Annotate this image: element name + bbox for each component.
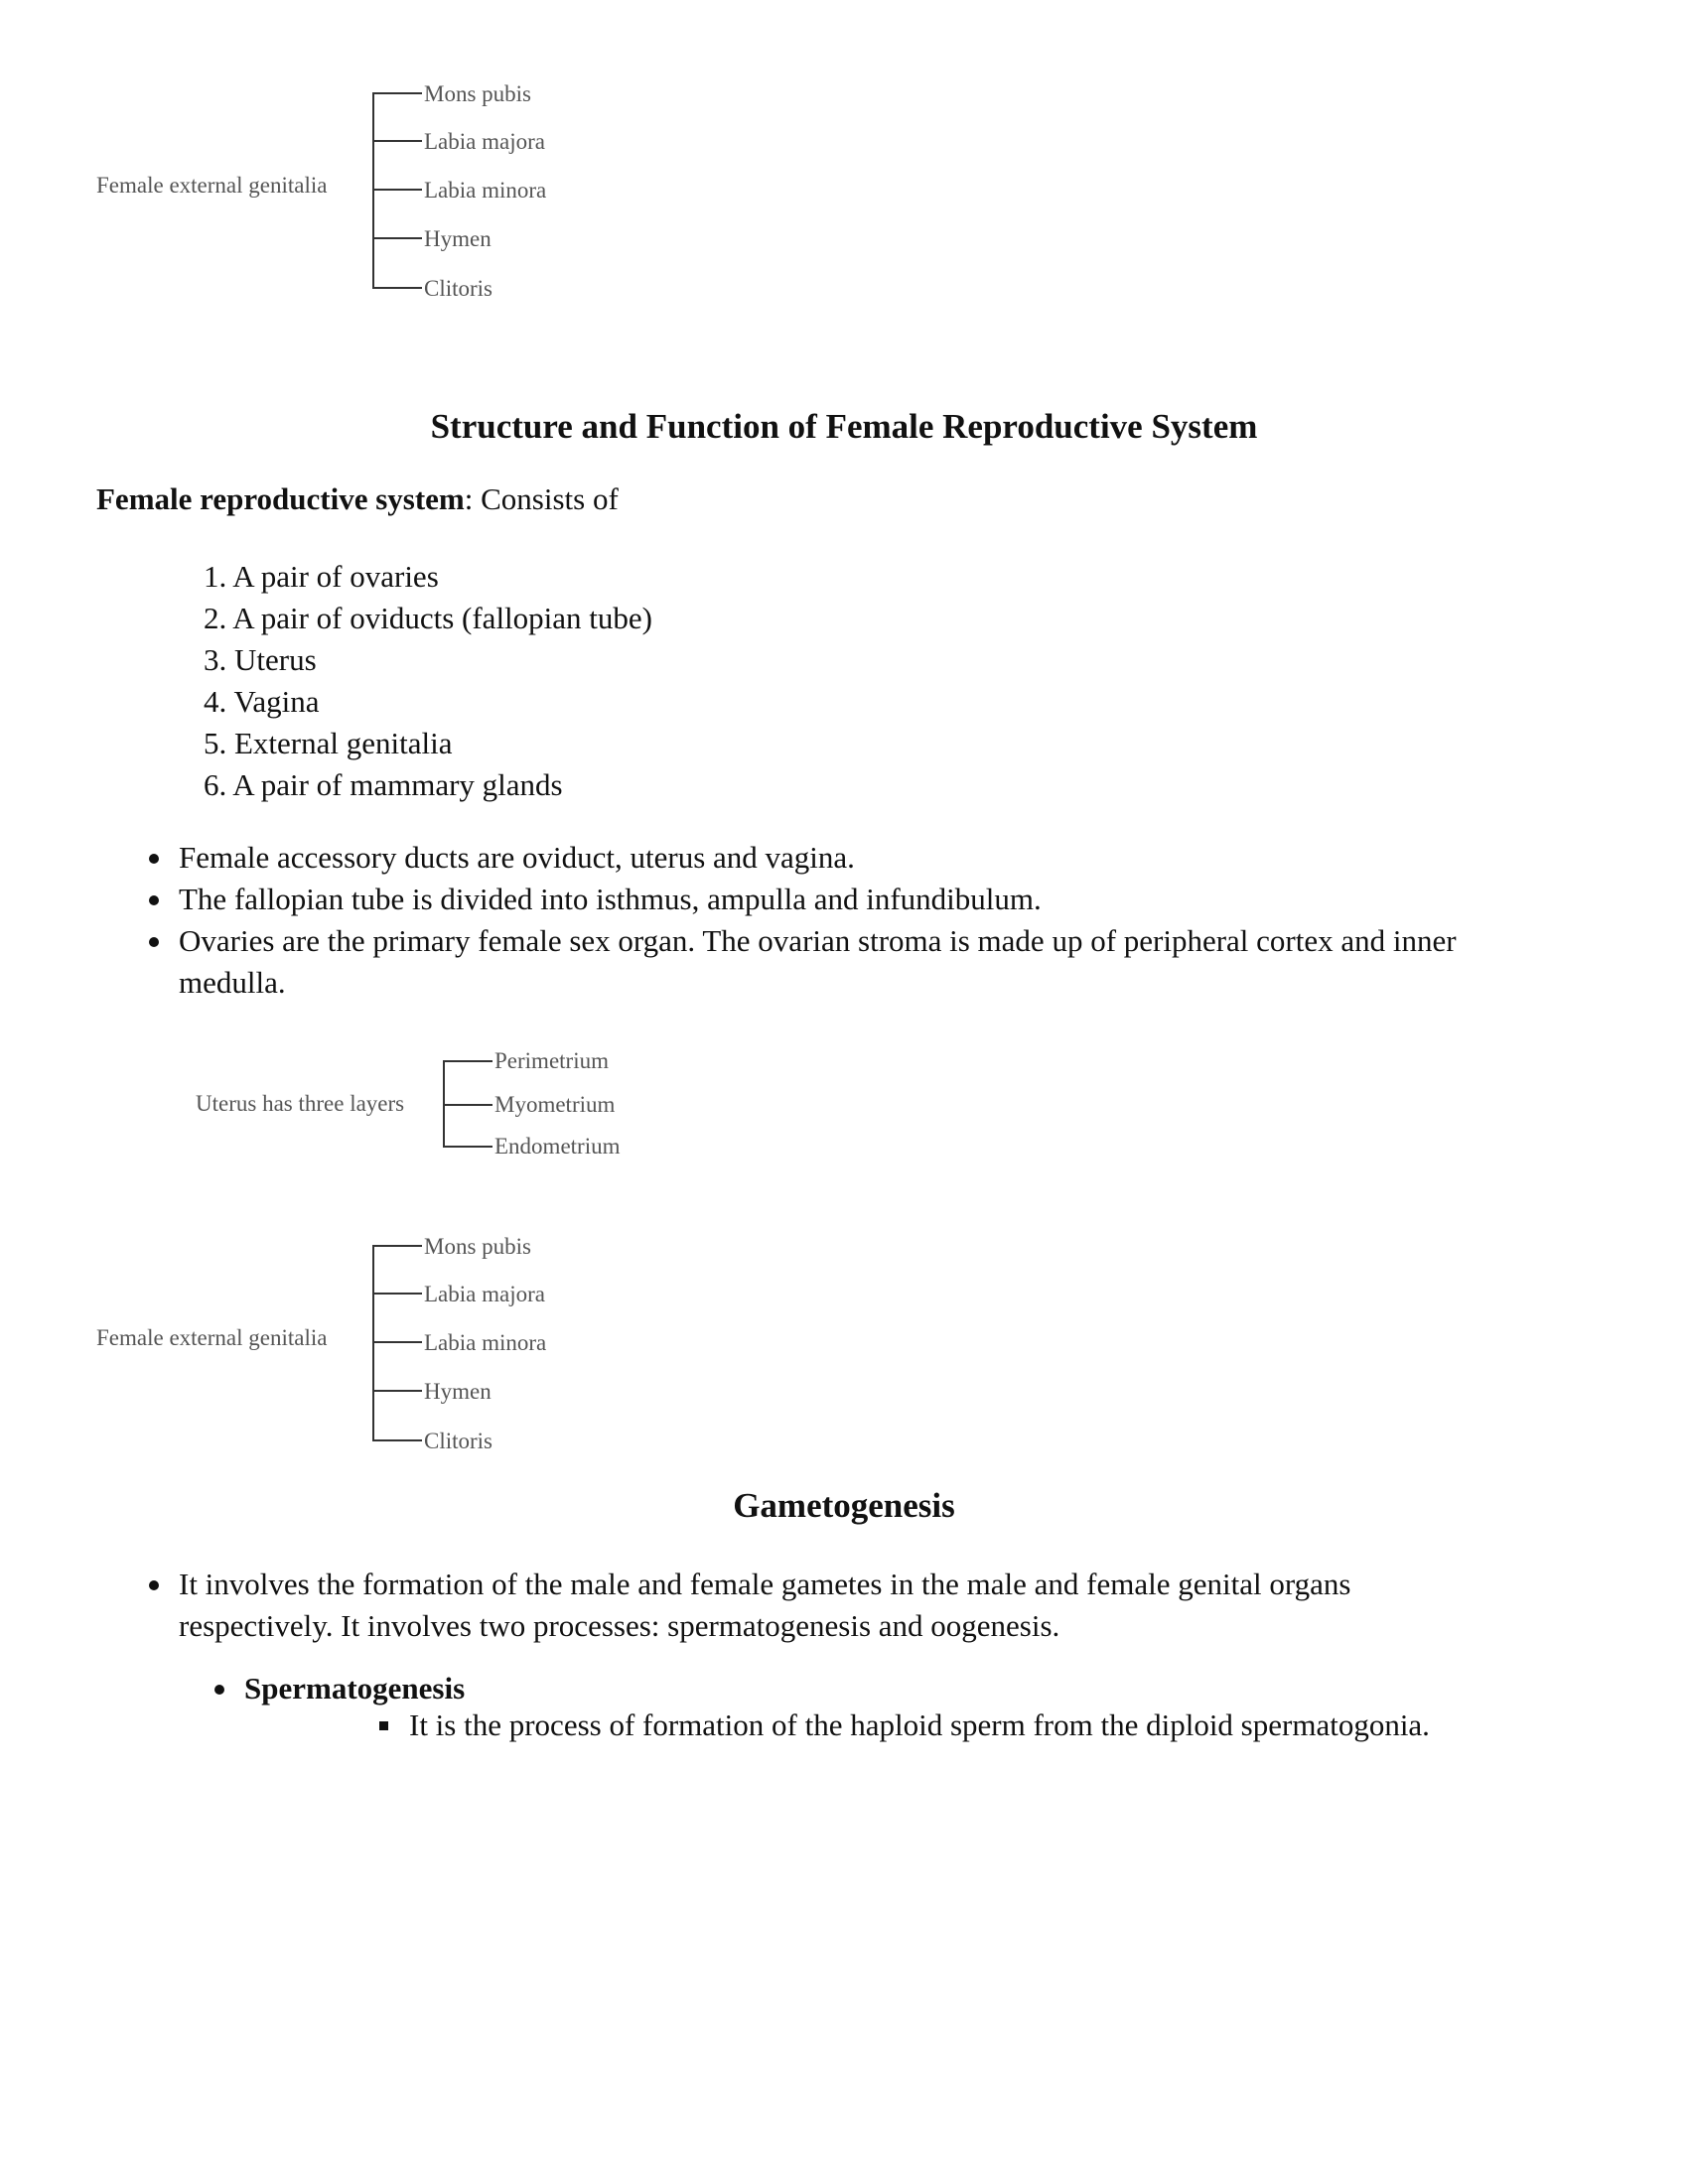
tree-leaf: Clitoris bbox=[424, 1429, 493, 1453]
tree-leaf: Perimetrium bbox=[494, 1048, 609, 1073]
tree-branch bbox=[372, 1245, 422, 1247]
tree-leaf: Hymen bbox=[424, 1379, 492, 1404]
list-item bbox=[179, 920, 1569, 1004]
numbered-list bbox=[204, 556, 652, 806]
tree-root-label: Uterus has three layers bbox=[196, 1091, 405, 1116]
tree-branch bbox=[372, 189, 422, 191]
list-item-text: Female accessory ducts are oviduct, uterus and vagina. bbox=[179, 840, 855, 875]
list-item: 1. A pair of ovaries bbox=[204, 559, 439, 594]
list-item: 3. Uterus bbox=[204, 642, 317, 677]
lead-text: : Consists of bbox=[464, 481, 619, 516]
section-title-female-reproductive: Structure and Function of Female Reproductive System bbox=[430, 407, 1258, 446]
tree-branch bbox=[372, 1293, 422, 1295]
list-item-text: It is the process of formation of the haploid sperm from the diploid spermatogonia. bbox=[409, 1707, 1430, 1742]
list-item: 2. A pair of oviducts (fallopian tube) bbox=[204, 601, 652, 635]
tree-branch bbox=[372, 140, 422, 142]
tree-leaf: Endometrium bbox=[494, 1134, 621, 1159]
tree-branch bbox=[372, 237, 422, 239]
tree-branch bbox=[372, 287, 422, 289]
tree-branch bbox=[372, 1439, 422, 1441]
list-item bbox=[179, 879, 1569, 920]
spermatogenesis-detail-list bbox=[409, 1705, 1650, 1746]
tree-leaf: Labia minora bbox=[424, 178, 547, 203]
tree-branch bbox=[443, 1146, 492, 1148]
square-bullet-icon bbox=[379, 1721, 388, 1730]
bullet-icon bbox=[214, 1685, 224, 1695]
list-item bbox=[179, 1564, 1470, 1647]
list-item bbox=[409, 1705, 1650, 1746]
bullet-icon bbox=[149, 854, 159, 864]
list-item: 6. A pair of mammary glands bbox=[204, 767, 563, 802]
tree-branch bbox=[443, 1060, 492, 1062]
list-item bbox=[244, 1668, 1535, 1709]
tree-leaf: Labia majora bbox=[424, 1282, 545, 1306]
tree-bracket bbox=[372, 92, 374, 289]
list-item: 5. External genitalia bbox=[204, 726, 453, 760]
tree-leaf: Mons pubis bbox=[424, 81, 531, 106]
list-item bbox=[179, 837, 1569, 879]
tree-leaf: Myometrium bbox=[494, 1092, 616, 1117]
subheading: Spermatogenesis bbox=[244, 1671, 466, 1706]
list-item: 4. Vagina bbox=[204, 684, 320, 719]
list-item-text: The fallopian tube is divided into isthmus, ampulla and infundibulum. bbox=[179, 882, 1042, 916]
section-title-gametogenesis: Gametogenesis bbox=[733, 1486, 955, 1525]
bullet-icon bbox=[149, 937, 159, 947]
tree-root-label: Female external genitalia bbox=[96, 1325, 328, 1350]
tree-root-label: Female external genitalia bbox=[96, 173, 328, 198]
tree-branch bbox=[372, 1341, 422, 1343]
lead-paragraph bbox=[96, 481, 619, 517]
tree-branch bbox=[372, 1390, 422, 1392]
bullet-list bbox=[179, 837, 1569, 1004]
tree-leaf: Labia minora bbox=[424, 1330, 547, 1355]
bullet-icon bbox=[149, 895, 159, 905]
tree-leaf: Hymen bbox=[424, 226, 492, 251]
list-item-text: It involves the formation of the male and female gametes in the male and female genital organs respectively. It involves two processes: spermatogenesis and oogenesis. bbox=[179, 1567, 1351, 1643]
lead-term: Female reproductive system bbox=[96, 481, 465, 516]
spermatogenesis-list bbox=[244, 1668, 1535, 1709]
list-item-text: Ovaries are the primary female sex organ. The ovarian stroma is made up of peripheral cortex and inner medulla. bbox=[179, 923, 1457, 1000]
tree-branch bbox=[443, 1104, 492, 1106]
bullet-icon bbox=[149, 1580, 159, 1590]
tree-leaf: Mons pubis bbox=[424, 1234, 531, 1259]
tree-branch bbox=[372, 92, 422, 94]
tree-leaf: Labia majora bbox=[424, 129, 545, 154]
gametogenesis-list bbox=[179, 1564, 1470, 1647]
tree-leaf: Clitoris bbox=[424, 276, 493, 301]
tree-bracket bbox=[372, 1245, 374, 1441]
